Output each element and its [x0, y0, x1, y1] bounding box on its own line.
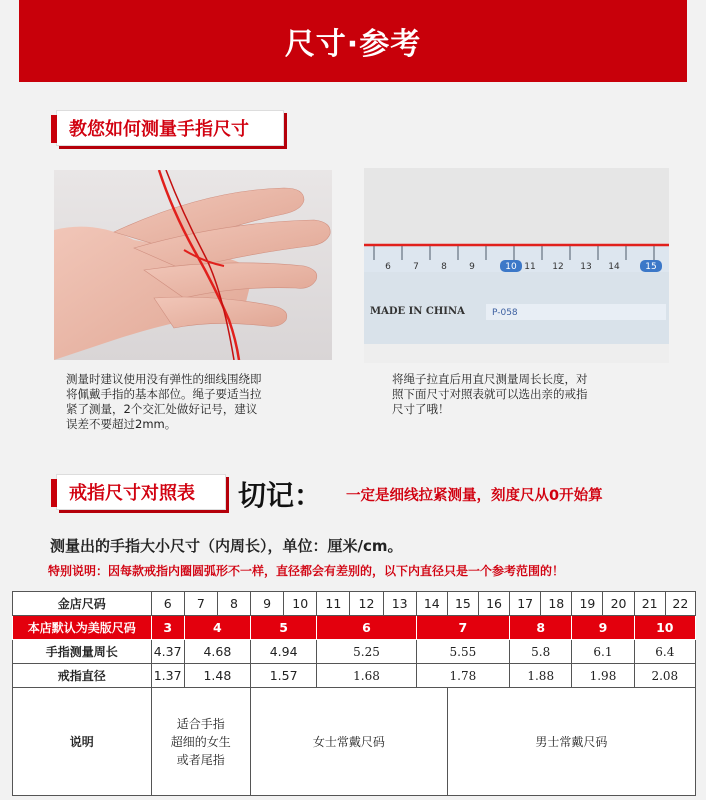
table-cell: 17 [510, 592, 541, 616]
table-cell: 7 [416, 616, 509, 640]
table-cell: 4.94 [251, 640, 317, 664]
table-cell: 1.68 [317, 664, 416, 688]
ruler-number: 7 [413, 262, 419, 272]
table-cell: 1.57 [251, 664, 317, 688]
ruler-made-in: MADE IN CHINA [370, 306, 465, 317]
row-gold-size [13, 592, 696, 616]
remember-text: 一定是细线拉紧测量，刻度尺从0开始算 [346, 488, 603, 504]
ruler-illustration [364, 168, 669, 363]
banner-title: 尺寸·参考 [284, 27, 422, 62]
table-cell: 4 [184, 616, 250, 640]
women-size-note: 女士常戴尺码 [251, 688, 448, 796]
table-cell: 1.37 [151, 664, 184, 688]
caption-line: 将佩戴手指的基本部位。绳子要适当拉 [66, 387, 262, 401]
table-cell: 9 [572, 616, 634, 640]
small-size-note [151, 688, 250, 796]
table-cell: 10 [284, 592, 317, 616]
table-cell: 3 [151, 616, 184, 640]
ruler-number: 11 [524, 262, 536, 272]
table-cell: 7 [184, 592, 217, 616]
caption-line: 将绳子拉直后用直尺测量周长长度，对 [392, 372, 588, 386]
ruler-number: 15 [645, 262, 657, 272]
table-cell: 8 [510, 616, 572, 640]
row-notes [13, 688, 696, 796]
table-cell: 18 [541, 592, 572, 616]
ruler-number: 9 [469, 262, 475, 272]
caption-line: 误差不要超过2mm。 [66, 417, 177, 431]
table-cell: 16 [478, 592, 509, 616]
table-cell: 4.37 [151, 640, 184, 664]
size-section-title: 戒指尺寸对照表 [69, 483, 195, 504]
right-caption [392, 372, 662, 417]
row-circumference [13, 640, 696, 664]
caption-line: 尺寸了哦！ [392, 402, 450, 416]
caption-line: 紧了测量，2个交汇处做好记号，建议 [66, 402, 258, 416]
table-cell: 5.55 [416, 640, 509, 664]
men-size-note: 男士常戴尺码 [447, 688, 695, 796]
table-cell: 19 [572, 592, 603, 616]
table-cell: 9 [251, 592, 284, 616]
ruler-number: 14 [608, 262, 620, 272]
row-label: 本店默认为美版尺码 [13, 616, 152, 640]
hand-measuring-photo [54, 170, 332, 360]
table-cell: 11 [317, 592, 350, 616]
row-diameter [13, 664, 696, 688]
row-label: 金店尺码 [13, 592, 152, 616]
measure-section-tag [56, 110, 284, 146]
row-label: 手指测量周长 [13, 640, 152, 664]
table-cell: 5.25 [317, 640, 416, 664]
table-cell: 1.48 [184, 664, 250, 688]
tag-accent-bar [51, 479, 57, 507]
left-caption [66, 372, 336, 432]
ruler-number: 12 [552, 262, 564, 272]
size-table [12, 591, 696, 796]
row-label: 说明 [13, 688, 152, 796]
ruler-number: 8 [441, 262, 447, 272]
measure-section-title: 教您如何测量手指尺寸 [69, 119, 249, 140]
table-cell: 4.68 [184, 640, 250, 664]
table-cell: 5 [251, 616, 317, 640]
table-cell: 6.4 [634, 640, 695, 664]
page-banner [19, 0, 687, 82]
ruler-number: 6 [385, 262, 391, 272]
special-note: 特别说明：因每款戒指内圈圆弧形不一样，直径都会有差别的，以下内直径只是一个参考范围的！ [48, 564, 565, 578]
table-cell: 12 [350, 592, 383, 616]
remember-label: 切记： [238, 479, 323, 512]
caption-line: 照下面尺寸对照表就可以选出亲的戒指 [392, 387, 588, 401]
table-cell: 1.98 [572, 664, 634, 688]
table-cell: 1.88 [510, 664, 572, 688]
row-us-size [13, 616, 696, 640]
table-cell: 1.78 [416, 664, 509, 688]
table-cell: 10 [634, 616, 695, 640]
table-cell: 13 [383, 592, 416, 616]
ruler-number: 10 [505, 262, 517, 272]
tag-accent-bar [51, 115, 57, 143]
table-cell: 21 [634, 592, 665, 616]
table-cell: 22 [665, 592, 695, 616]
note-line: 超细的女生 [170, 734, 231, 749]
table-cell: 14 [416, 592, 447, 616]
size-section-tag [56, 474, 226, 510]
table-cell: 5.8 [510, 640, 572, 664]
caption-line: 测量时建议使用没有弹性的细线围绕即 [66, 372, 262, 386]
table-cell: 8 [217, 592, 250, 616]
ruler-model: P-058 [492, 308, 518, 318]
table-cell: 20 [603, 592, 634, 616]
table-cell: 6 [151, 592, 184, 616]
table-cell: 6 [317, 616, 416, 640]
ruler-number: 13 [580, 262, 592, 272]
table-cell: 15 [447, 592, 478, 616]
table-cell: 6.1 [572, 640, 634, 664]
table-cell: 2.08 [634, 664, 695, 688]
row-label: 戒指直径 [13, 664, 152, 688]
unit-line: 测量出的手指大小尺寸（内周长），单位：厘米/cm。 [50, 537, 403, 555]
ruler-photo [364, 168, 669, 363]
hand-illustration [54, 170, 332, 360]
note-line: 适合手指 [176, 716, 225, 731]
note-line: 或者尾指 [176, 752, 225, 767]
